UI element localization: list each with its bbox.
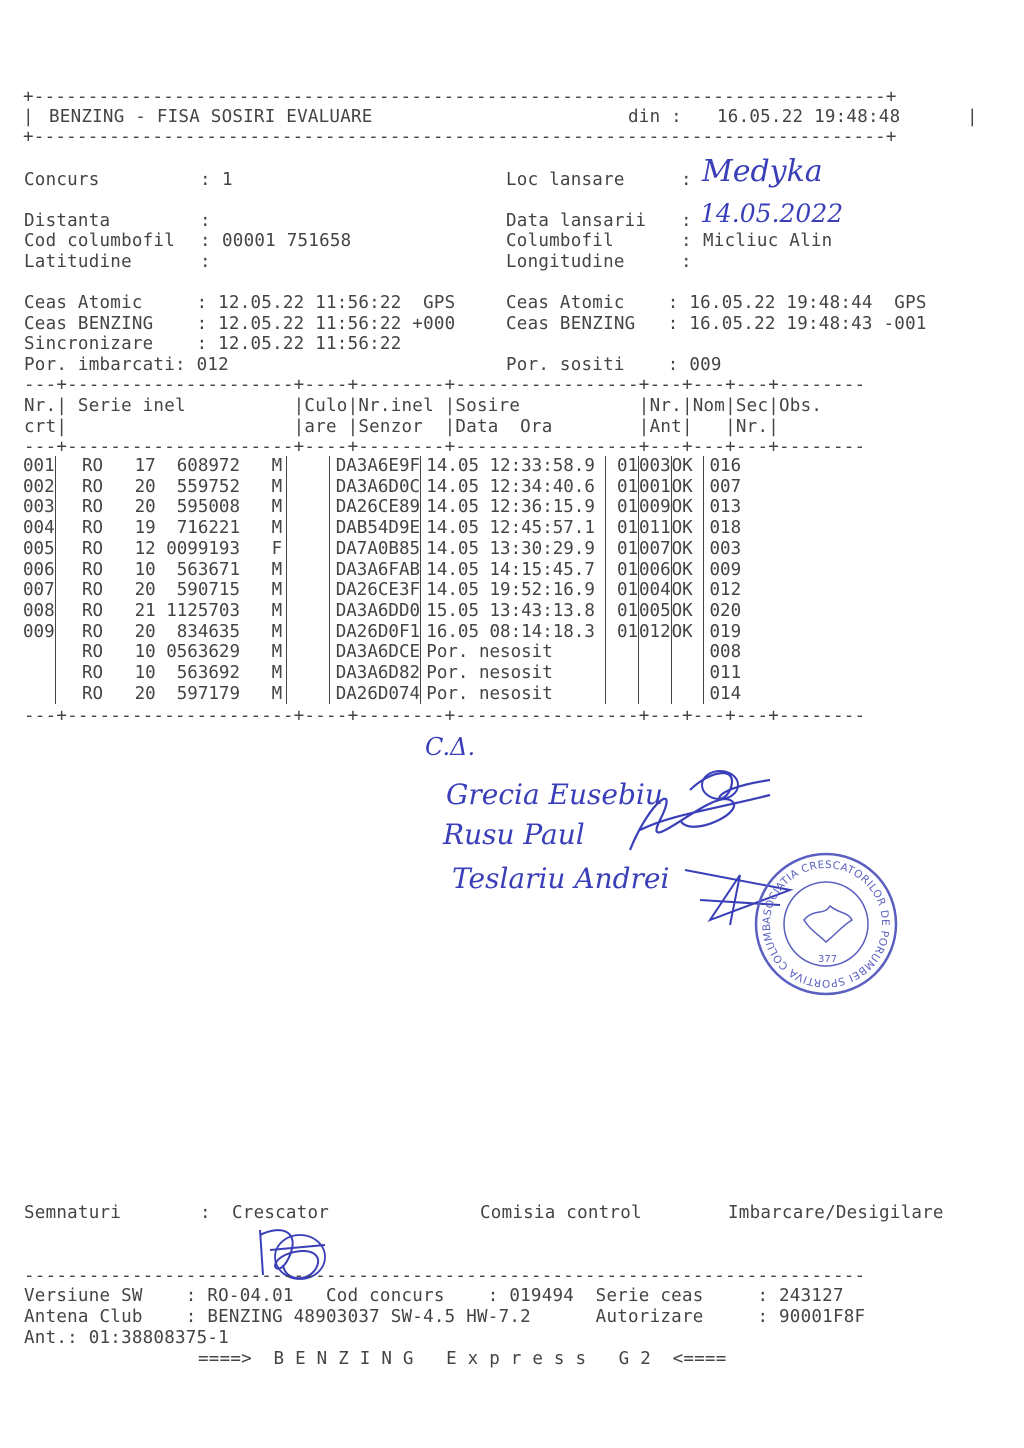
header-bar-right: | [967, 107, 978, 127]
cell-arrival: 14.05 12:34:40.6 [421, 477, 606, 498]
cell-ring: RO 17 608972 M [55, 456, 287, 477]
cell-obs: 012 [709, 580, 742, 601]
cell-ring: RO 20 590715 M [55, 580, 287, 601]
cell-obs: 011 [709, 663, 742, 684]
cell-ring: RO 20 559752 M [55, 477, 287, 498]
cell-nom: 007 [639, 538, 671, 559]
cell-nom: 006 [639, 559, 671, 580]
signatures-label: Semnaturi [24, 1203, 122, 1223]
cell-color [287, 601, 330, 622]
latitudine-label: Latitudine [24, 252, 132, 272]
cell-sec: OK [671, 476, 704, 497]
table-rule-bottom: ---+---------------------+----+--------+-----------------+---+---+---+-------- [24, 706, 866, 726]
right-benzing-clock: Ceas BENZING : 16.05.22 19:48:43 -001 [506, 314, 927, 334]
cell-ant: 01 [606, 497, 639, 518]
cell-sensor: DA7A0B85 [330, 539, 421, 560]
concurs-colon: : [200, 170, 211, 190]
table-row [23, 684, 752, 705]
cell-nr: 006 [23, 559, 55, 580]
data-lansarii-colon: : [681, 211, 692, 231]
por-imbarcati: Por. imbarcati: 012 [24, 355, 229, 375]
concurs-label: Concurs [24, 170, 100, 190]
cell-color [287, 663, 330, 684]
report-date-label: din : [628, 107, 682, 127]
concurs-value: 1 [222, 170, 233, 190]
cell-sec [671, 642, 704, 663]
cell-obs: 019 [709, 621, 742, 642]
cell-sensor: DA26D074 [330, 684, 421, 705]
cell-obs: 014 [709, 683, 742, 704]
table-row [23, 642, 752, 663]
cell-sensor: DA3A6D0C [330, 477, 421, 498]
cell-ring: RO 20 595008 M [55, 497, 287, 518]
cell-ant: 01 [606, 580, 639, 601]
loc-lansare-label: Loc lansare [506, 170, 625, 190]
report-date: 16.05.22 19:48:48 [717, 107, 901, 127]
cell-ring: RO 21 1125703 M [55, 601, 287, 622]
cell-nom [639, 684, 672, 705]
cell-obs: 008 [709, 642, 742, 663]
cell-ant [606, 642, 639, 663]
left-atomic-clock: Ceas Atomic : 12.05.22 11:56:22 GPS [24, 293, 456, 313]
cell-obs: 007 [709, 476, 742, 497]
data-lansarii-label: Data lansarii [506, 211, 647, 231]
columbofil-label: Columbofil [506, 231, 614, 251]
cod-columbofil-value: 00001 751658 [222, 231, 352, 251]
cell-nom: 003 [639, 456, 671, 476]
cell-ring: RO 10 563671 M [55, 560, 287, 581]
cod-columbofil-colon: : [200, 231, 211, 251]
columbofil-colon: : [681, 231, 692, 251]
stamp-code: 377 [818, 954, 838, 965]
cell-arrival: 14.05 12:36:15.9 [421, 497, 606, 518]
cell-ant: 01 [606, 538, 639, 559]
table-head-row2: crt| |are |Senzor |Data Ora |Ant| |Nr.| [24, 417, 780, 437]
header-bar-left: | [23, 107, 34, 127]
cell-ant [606, 663, 639, 684]
table-row [23, 539, 752, 560]
table-row [23, 622, 752, 643]
cell-ant: 01 [606, 600, 639, 621]
table-row [23, 518, 752, 539]
cell-obs: 003 [709, 538, 742, 559]
cell-sec: OK [671, 456, 704, 476]
cell-sec [671, 663, 704, 684]
cell-arrival: 14.05 13:30:29.9 [421, 539, 606, 560]
footer-line-2: Antena Club : BENZING 48903037 SW-4.5 HW-7.2 Autorizare : 90001F8F [24, 1307, 866, 1327]
cell-sensor: DA26D0F1 [330, 622, 421, 643]
left-sync: Sincronizare : 12.05.22 11:56:22 [24, 334, 402, 354]
cell-color [287, 497, 330, 518]
table-rule-mid: ---+---------------------+----+--------+-----------------+---+---+---+-------- [24, 437, 866, 457]
cell-sec: OK [671, 580, 704, 601]
left-benzing-clock: Ceas BENZING : 12.05.22 11:56:22 +000 [24, 314, 456, 334]
cell-sensor: DA3A6E9F [330, 456, 421, 477]
cell-nr [23, 684, 55, 705]
table-head-row1: Nr.| Serie inel |Culo|Nr.inel |Sosire |Nr.|Nom|Sec|Obs. [24, 396, 823, 416]
header-border-bottom: +-------------------------------------------------------------------------------+ [23, 127, 897, 147]
imbarcare-label: Imbarcare/Desigilare [728, 1203, 944, 1223]
distanta-label: Distanta [24, 211, 111, 231]
cell-color [287, 560, 330, 581]
latitudine-colon: : [200, 252, 211, 272]
cell-ant [606, 684, 639, 705]
cell-nr [23, 642, 55, 663]
cell-color [287, 456, 330, 477]
distanta-colon: : [200, 211, 211, 231]
cell-sec: OK [671, 518, 704, 539]
cell-ring: RO 10 563692 M [55, 663, 287, 684]
cell-nom [639, 663, 672, 684]
cell-ant: 01 [606, 456, 639, 476]
crescator-label: Crescator [232, 1203, 330, 1223]
cell-color [287, 539, 330, 560]
cell-sensor: DA3A6D82 [330, 663, 421, 684]
cell-nr: 003 [23, 497, 55, 518]
comisia-label: Comisia control [480, 1203, 642, 1223]
handwritten-name-1: Grecia Eusebiu [446, 778, 663, 811]
table-rule-top: ---+---------------------+----+--------+-----------------+---+---+---+-------- [24, 375, 866, 395]
cell-nr: 005 [23, 538, 55, 559]
cell-ring: RO 10 0563629 M [55, 642, 287, 663]
signatures-colon: : [200, 1203, 211, 1223]
cell-nr: 001 [23, 456, 55, 476]
cell-sensor: DA3A6DCE [330, 642, 421, 663]
cell-obs: 013 [709, 497, 742, 518]
handwritten-cd: C.Δ. [425, 733, 476, 761]
cell-sec: OK [671, 538, 704, 559]
cell-sec: OK [671, 600, 704, 621]
table-row [23, 456, 752, 477]
por-sositi: Por. sositi : 009 [506, 355, 722, 375]
cell-arrival: 14.05 12:45:57.1 [421, 518, 606, 539]
cell-nr: 002 [23, 476, 55, 497]
cell-sensor: DA3A6FAB [330, 560, 421, 581]
handwritten-name-2: Rusu Paul [443, 818, 585, 851]
table-row [23, 560, 752, 581]
cell-ring: RO 19 716221 M [55, 518, 287, 539]
handwritten-name-3: Teslariu Andrei [452, 862, 670, 895]
cod-columbofil-label: Cod columbofil [24, 231, 176, 251]
cell-arrival: Por. nesosit [421, 642, 606, 663]
cell-sec [671, 684, 704, 705]
cell-sec: OK [671, 621, 704, 642]
cell-nr: 004 [23, 518, 55, 539]
columbofil-value: Micliuc Alin [703, 231, 833, 251]
cell-obs: 020 [709, 600, 742, 621]
cell-color [287, 580, 330, 601]
footer-line-3: Ant.: 01:38808375-1 [24, 1328, 229, 1348]
longitudine-label: Longitudine [506, 252, 625, 272]
cell-sensor: DA26CE3F [330, 580, 421, 601]
loc-lansare-value: Medyka [702, 154, 823, 189]
cell-color [287, 518, 330, 539]
cell-ring: RO 12 0099193 F [55, 539, 287, 560]
cell-nom [639, 642, 672, 663]
cell-ring: RO 20 834635 M [55, 622, 287, 643]
cell-nom: 011 [639, 518, 671, 539]
table-row [23, 477, 752, 498]
cell-color [287, 684, 330, 705]
right-atomic-clock: Ceas Atomic : 16.05.22 19:48:44 GPS [506, 293, 927, 313]
cell-ring: RO 20 597179 M [55, 684, 287, 705]
cell-obs: 016 [709, 456, 742, 476]
cell-sensor: DA26CE89 [330, 497, 421, 518]
loc-lansare-colon: : [681, 170, 692, 190]
cell-arrival: Por. nesosit [421, 663, 606, 684]
footer-brand-line: ====> B E N Z I N G E x p r e s s G 2 <==== [198, 1349, 727, 1369]
cell-nr: 008 [23, 600, 55, 621]
longitudine-colon: : [681, 252, 692, 272]
cell-nom: 012 [639, 621, 671, 642]
cell-arrival: 14.05 12:33:58.9 [421, 456, 606, 477]
cell-obs: 009 [709, 559, 742, 580]
cell-sensor: DAB54D9E [330, 518, 421, 539]
data-lansarii-value: 14.05.2022 [700, 199, 844, 228]
cell-ant: 01 [606, 559, 639, 580]
footer-rule: ------------------------------------------------------------------------------ [24, 1266, 866, 1286]
cell-arrival: 16.05 08:14:18.3 [421, 622, 606, 643]
cell-arrival: 15.05 13:43:13.8 [421, 601, 606, 622]
association-stamp [747, 841, 900, 998]
report-title: BENZING - FISA SOSIRI EVALUARE [49, 107, 373, 127]
cell-sec: OK [671, 497, 704, 518]
arrivals-table-body [23, 456, 752, 704]
cell-nr: 009 [23, 621, 55, 642]
table-row [23, 601, 752, 622]
cell-ant: 01 [606, 476, 639, 497]
cell-nom: 009 [639, 497, 671, 518]
cell-obs: 018 [709, 518, 742, 539]
cell-sec: OK [671, 559, 704, 580]
table-row [23, 580, 752, 601]
cell-ant: 01 [606, 621, 639, 642]
footer-line-1: Versiune SW : RO-04.01 Cod concurs : 019494 Serie ceas : 243127 [24, 1286, 844, 1306]
cell-nom: 005 [639, 600, 671, 621]
table-row [23, 497, 752, 518]
cell-ant: 01 [606, 518, 639, 539]
cell-nr: 007 [23, 580, 55, 601]
header-border-top: +-------------------------------------------------------------------------------+ [23, 87, 897, 107]
cell-color [287, 642, 330, 663]
table-row [23, 663, 752, 684]
cell-nom: 004 [639, 580, 671, 601]
arrivals-table [23, 456, 752, 704]
cell-color [287, 477, 330, 498]
committee-signature [620, 760, 780, 860]
stamp-text: ASOCIATIA CRESCATORILOR DE PORUMBEI SPORTIVA COLUMBOFILA VASLUI [747, 841, 892, 990]
cell-sensor: DA3A6DD0 [330, 601, 421, 622]
cell-color [287, 622, 330, 643]
cell-arrival: Por. nesosit [421, 684, 606, 705]
cell-arrival: 14.05 19:52:16.9 [421, 580, 606, 601]
cell-nr [23, 663, 55, 684]
cell-nom: 001 [639, 476, 671, 497]
cell-arrival: 14.05 14:15:45.7 [421, 560, 606, 581]
